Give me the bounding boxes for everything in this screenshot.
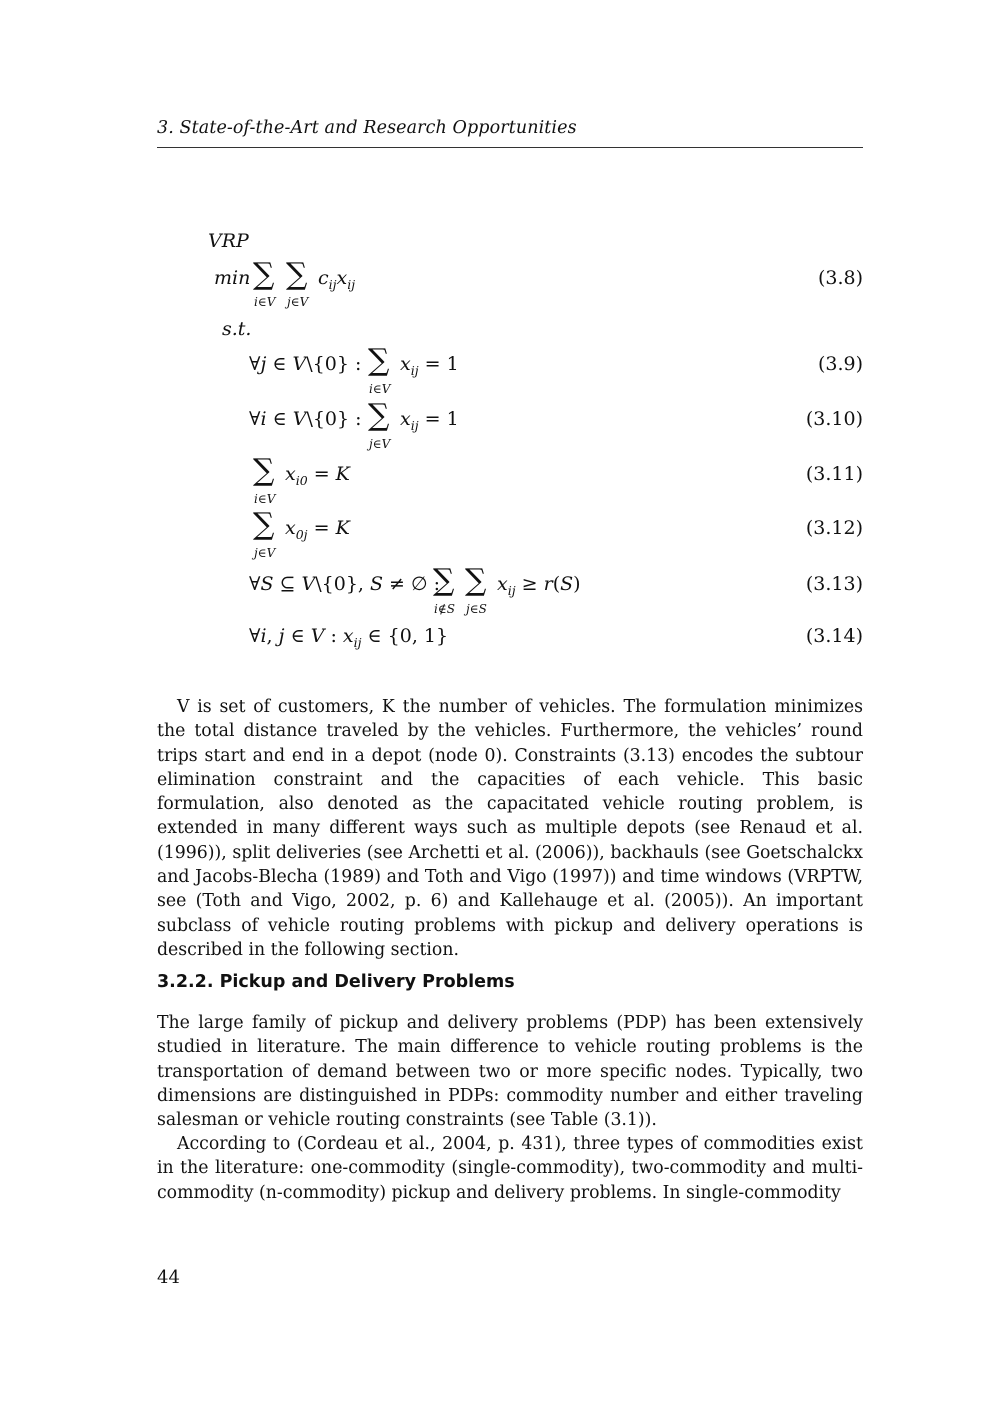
min-label: min bbox=[214, 267, 251, 289]
constraint-quantifier: ∀i ∈ V\{0} : bbox=[249, 408, 362, 430]
objective-expression: $c_{ij}x_{ij}$ bbox=[318, 267, 356, 292]
sum-sign: ∑ bbox=[368, 398, 390, 433]
running-head: 3. State-of-the-Art and Research Opportunities bbox=[157, 118, 577, 138]
equation-number: (3.9) bbox=[817, 353, 863, 375]
body-paragraph: The large family of pickup and delivery problems (PDP) has been extensively studied in literature. The main difference to vehicle routing problems is the transportation of demand between two or more specific nodes. Typically, two dimensions are distinguished in PDPs: commodity number and either traveling salesman or vehicle routing constraints (see Table (3.1)). bbox=[157, 1013, 863, 1131]
sum-index: j∈V bbox=[369, 437, 391, 451]
constraint-quantifier: ∀S ⊆ V\{0}, S ≠ ∅ : bbox=[249, 573, 441, 595]
equation-number: (3.14) bbox=[805, 625, 863, 647]
sum-sign: ∑ bbox=[286, 257, 308, 292]
body-paragraph: According to (Cordeau et al., 2004, p. 431), three types of commodities exist in the literature: one-commodity (single-commodity), two-commodity and multi-commodity (n-commodity) pickup and delivery problems. In single-commodity bbox=[157, 1134, 863, 1203]
sum-index: i∈V bbox=[369, 382, 391, 396]
sum-sign: ∑ bbox=[465, 563, 487, 598]
sum-index: i∉S bbox=[434, 602, 455, 616]
equation-number: (3.12) bbox=[805, 517, 863, 539]
body-paragraph: V is set of customers, K the number of vehicles. The formulation minimizes the total distance traveled by the vehicles. Furthermore, the vehicles’ round trips start and end in a depot (node 0). Constraints (3.13) encodes the subtour elimination constraint and the capacities of each vehicle. This basic formulation, also denoted as the capacitated vehicle routing problem, is extended in many different ways such as multiple depots (see Renaud et al. (1996)), split deliveries (see Archetti et al. (2006)), backhauls (see Goetschalckx and Jacobs-Blecha (1989) and Toth and Vigo (1997)) and time windows (VRPTW, see (Toth and Vigo, 2002, p. 6) and Kallehauge et al. (2005)). An important subclass of vehicle routing problems with pickup and delivery operations is described in the following section. bbox=[157, 697, 863, 960]
page-number: 44 bbox=[157, 1267, 180, 1288]
constraint-quantifier: ∀j ∈ V\{0} : bbox=[249, 353, 362, 375]
equation-number: (3.13) bbox=[805, 573, 863, 595]
sum-index: i∈V bbox=[254, 492, 276, 506]
sum-sign: ∑ bbox=[253, 453, 275, 488]
constraint-expression: $x_{ij} \ge r(S)$ bbox=[497, 573, 581, 598]
sum-sign: ∑ bbox=[368, 343, 390, 378]
equation-number: (3.11) bbox=[805, 463, 863, 485]
constraint-expression: $x_{ij} = 1$ bbox=[400, 353, 459, 378]
sum-sign: ∑ bbox=[433, 563, 455, 598]
sum-sign: ∑ bbox=[253, 257, 275, 292]
model-label: VRP bbox=[208, 230, 249, 252]
equation-number: (3.8) bbox=[817, 267, 863, 289]
equation-number: (3.10) bbox=[805, 408, 863, 430]
constraint-expression: $x_{0j} = K$ bbox=[285, 517, 350, 542]
sum-sign: ∑ bbox=[253, 507, 275, 542]
header-rule bbox=[157, 147, 863, 148]
sum-index: i∈V bbox=[254, 295, 276, 309]
constraint-expression: $x_{i0} = K$ bbox=[285, 463, 350, 488]
sum-index: j∈V bbox=[287, 295, 309, 309]
subject-to-label: s.t. bbox=[222, 318, 252, 340]
sum-index: j∈S bbox=[466, 602, 487, 616]
constraint-expression: $x_{ij} = 1$ bbox=[400, 408, 459, 433]
section-heading: 3.2.2. Pickup and Delivery Problems bbox=[157, 972, 515, 992]
sum-index: j∈V bbox=[254, 546, 276, 560]
constraint-expression: ∀i, j ∈ V : $x_{ij}$ ∈ {0, 1} bbox=[249, 625, 449, 650]
